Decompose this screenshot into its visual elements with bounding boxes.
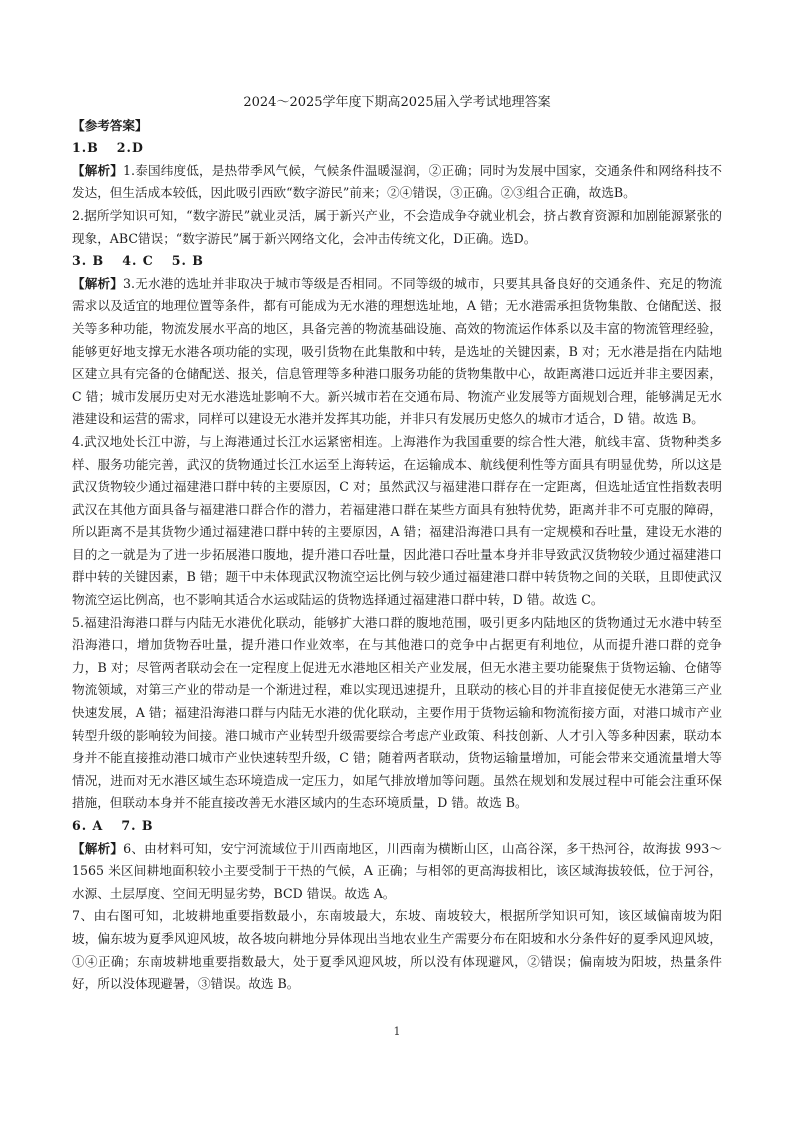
- analysis-text: 4.武汉地处长江中游，与上海港通过长江水运紧密相连。上海港作为我国重要的综合性大港，航线丰富、货物种类多样、服务功能完善，武汉的货物通过长江水运至上海转运，在运输成本、航线便利性等方面具有明显优势，所以这是武汉货物较少通过福建港口群中转的主要原因，C 对；虽然武汉与福建港口群存在一定距离，但选址适宜性指数表明武汉在其他方面具备与福建港口群合作的潜力，若福建港口群在某些方面具有独特优势，距离并非不可克服的障碍，所以距离不是其货物少通过福建港口群中转的主要原因，A 错；福建沿海港口具有一定规模和吞吐量，建设无水港的目的之一就是为了进一步拓展港口腹地，提升港口吞吐量，因此港口吞吐量本身并非导致武汉货物较少通过福建港口群中转的关键因素，B 错；题干中未体现武汉物流空运比例与较少通过福建港口群中转货物之间的关联，且即使武汉物流空运比例高，也不影响其适合水运或陆运的货物选择通过福建港口群中转，D 错。故选 C。: [72, 433, 722, 608]
- analysis-paragraph: [72, 431, 722, 612]
- answer-document: [72, 92, 722, 996]
- analysis-paragraph: [72, 612, 722, 815]
- analysis-paragraph: [72, 273, 722, 431]
- answer-item: 6. A: [72, 818, 104, 833]
- analysis-tag: 【解析】: [72, 162, 124, 178]
- analysis-paragraph: [72, 838, 722, 906]
- analysis-text: 5.福建沿海港口群与内陆无水港优化联动，能够扩大港口群的腹地范围，吸引更多内陆地区的货物通过无水港中转至沿海港口，增加货物吞吐量，提升港口作业效率，在与其他港口的竞争中占据更有利地位，从而提升港口群的竞争力，B 对；尽管两者联动会在一定程度上促进无水港地区相关产业发展，但无水港主要功能聚焦于货物运输、仓储等物流领域，对第三产业的带动是一个渐进过程，难以实现迅速提升，且联动的核心目的并非直接促使无水港第三产业快速发展，A 错；福建沿海港口群与内陆无水港的优化联动，主要作用于货物运输和物流衔接方面，对港口城市产业转型升级的影响较为间接。港口城市产业转型升级需要综合考虑产业政策、科技创新、人才引入等多种因素，联动本身并不能直接推动港口城市产业快速转型升级，C 错；随着两者联动，货物运输量增加，可能会带来交通流量增大等情况，进而对无水港区域生态环境造成一定压力，如尾气排放增加等问题。虽然在规划和发展过程中可能会注重环保措施，但联动本身并不能直接改善无水港区域内的生态环境质量，D 错。故选 B。: [72, 614, 722, 811]
- reference-answer-header: 【参考答案】: [72, 117, 148, 133]
- analysis-text: 7、由右图可知，北坡耕地重要指数最小，东南坡最大，东坡、南坡较大，根据所学知识可知，该区域偏南坡为阳坡，偏东坡为夏季风迎风坡，故各坡向耕地分异体现出当地农业生产需要分布在阳坡和水分条件好的夏季风迎风坡，①④正确；东南坡耕地重要指数最大，处于夏季风迎风坡，所以没有体现避风，②错误；偏南坡为阳坡，热量条件好，所以没体现避暑，③错误。故选 B。: [72, 908, 722, 992]
- answer-line: [72, 137, 722, 160]
- document-title: 2024～2025学年度下期高2025届入学考试地理答案: [243, 95, 551, 110]
- answer-line: [72, 250, 722, 273]
- analysis-text: 1.泰国纬度低，是热带季风气候，气候条件温暖湿润，②正确；同时为发展中国家，交通条件和网络科技不发达，但生活成本较低，因此吸引西欧“数字游民”前来；②④错误，③正确。②③组合正确，故选B。: [72, 162, 722, 201]
- analysis-paragraph: [72, 905, 722, 995]
- analysis-tag: 【解析】: [72, 275, 124, 291]
- analysis-text: 3.无水港的选址并非取决于城市等级是否相同。不同等级的城市，只要其具备良好的交通条件、充足的物流需求以及适宜的地理位置等条件，都有可能成为无水港的理想选址地，A 错；无水港需承担货物集散、仓储配送、报关等多种功能，物流发展水平高的地区，具备完善的物流基础设施、高效的物流运作体系以及丰富的物流管理经验，能够更好地支撑无水港各项功能的实现，吸引货物在此集散和中转，是选址的关键因素，B 对；无水港是指在内陆地区建立具有完备的仓储配送、报关，信息管理等多种港口服务功能的货物集散中心，故距离港口远近并非主要因素，C 错；城市发展历史对无水港选址影响不大。新兴城市若在交通布局、物流产业发展等方面规划合理，能够满足无水港建设和运营的需求，同样可以建设无水港并发挥其功能，并非只有发展历史悠久的城市才适合，D 错。故选 B。: [72, 275, 722, 427]
- page-number: 1: [393, 1025, 401, 1038]
- analysis-paragraph: [72, 160, 722, 205]
- answer-item: 7. B: [121, 818, 154, 833]
- answer-line: [72, 815, 722, 838]
- analysis-text: 6、由材料可知，安宁河流域位于川西南地区，川西南为横断山区，山高谷深，多干热河谷，故海拔 993～1565 米区间耕地面积较小主要受制于干热的气候，A 正确；与相邻的更高海拔相比，该区域海拔较低，位于河谷，水源、土层厚度、空间无明显劣势，BCD 错误。故选 A。: [72, 840, 723, 901]
- answer-item: 1.B: [72, 140, 99, 156]
- answer-item: 3. B: [72, 253, 105, 269]
- analysis-paragraph: [72, 205, 722, 250]
- analysis-text: 2.据所学知识可知，“数字游民”就业灵活，属于新兴产业，不会造成争夺就业机会，挤占教育资源和加剧能源紧张的现象，ABC错误；“数字游民”属于新兴网络文化，会冲击传统文化，D正确。选D。: [72, 207, 722, 246]
- answer-item: 4. C: [122, 253, 154, 269]
- analysis-tag: 【解析】: [72, 840, 124, 856]
- answer-item: 5. B: [171, 253, 204, 269]
- answer-item: 2.D: [116, 140, 144, 156]
